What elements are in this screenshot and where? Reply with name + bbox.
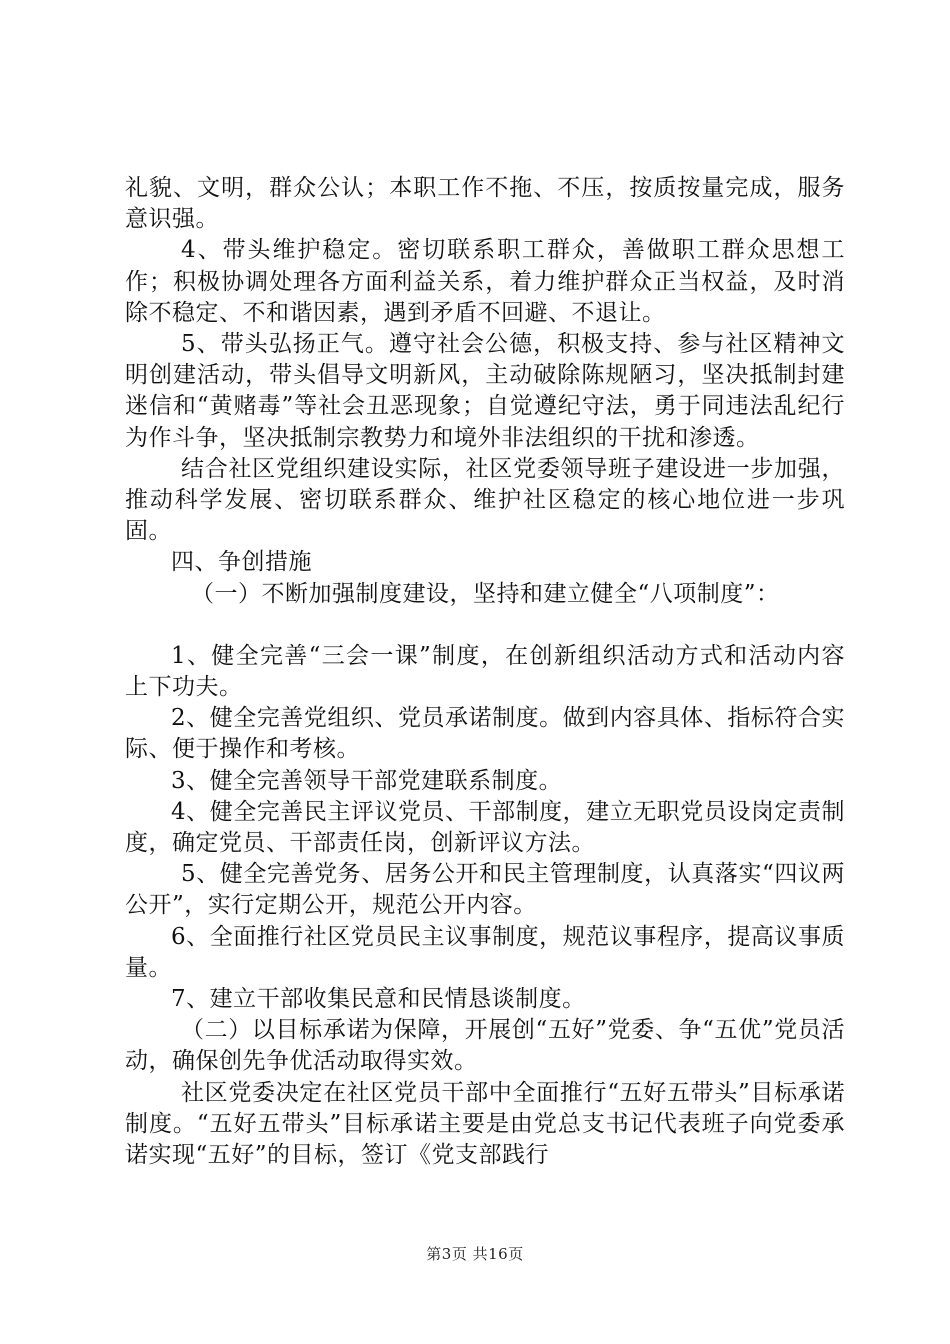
list-item: 2、健全完善党组织、党员承诺制度。做到内容具体、指标符合实际、便于操作和考核。	[125, 705, 845, 763]
paragraph-4: 结合社区党组织建设实际，社区党委领导班子建设进一步加强，推动科学发展、密切联系群众、维护社区稳定的核心地位进一步巩固。	[125, 455, 845, 545]
list-item: 6、全面推行社区党员民主议事制度，规范议事程序，提高议事质量。	[125, 923, 845, 981]
list-item: 7、建立干部收集民意和民情恳谈制度。	[171, 986, 586, 1013]
page-number-footer: 第3页 共16页	[426, 1245, 524, 1263]
paragraph-last: 社区党委决定在社区党员干部中全面推行“五好五带头”目标承诺制度。“五好五带头”目标承诺主要是由党总支书记代表班子向党委承诺实现“五好”的目标，签订《党支部践行	[125, 1079, 845, 1169]
section-heading: 四、争创措施	[171, 549, 312, 576]
subsection-heading-1: （一）不断加强制度建设，坚持和建立健全“八项制度”：	[191, 580, 780, 607]
list-item: 3、健全完善领导干部党建联系制度。	[171, 767, 563, 794]
list-item: 4、健全完善民主评议党员、干部制度，建立无职党员设岗定责制度，确定党员、干部责任岗，创新评议方法。	[125, 798, 845, 857]
list-item: 1、健全完善“三会一课”制度，在创新组织活动方式和活动内容上下功夫。	[125, 642, 845, 701]
paragraph-1: 礼貌、文明，群众公认；本职工作不拖、不压，按质按量完成，服务意识强。	[125, 175, 845, 233]
paragraph-3: 5、带头弘扬正气。遵守社会公德，积极支持、参与社区精神文明创建活动，带头倡导文明新风，主动破除陈规陋习，坚决抵制封建迷信和“黄赌毒”等社会丑恶现象；自觉遵纪守法，勇于同违法乱纪行为作斗争，坚决抵制宗教势力和境外非法组织的干扰和渗透。	[125, 331, 845, 451]
list-item: 5、健全完善党务、居务公开和民主管理制度，认真落实“四议两公开”，实行定期公开，规范公开内容。	[125, 861, 845, 919]
document-body	[125, 173, 845, 1171]
paragraph-2: 4、带头维护稳定。密切联系职工群众，善做职工群众思想工作；积极协调处理各方面利益关系，着力维护群众正当权益，及时消除不稳定、不和谐因素，遇到矛盾不回避、不退让。	[125, 237, 845, 326]
subsection-heading-2: （二）以目标承诺为保障，开展创“五好”党委、争“五优”党员活动，确保创先争优活动取得实效。	[125, 1017, 845, 1075]
